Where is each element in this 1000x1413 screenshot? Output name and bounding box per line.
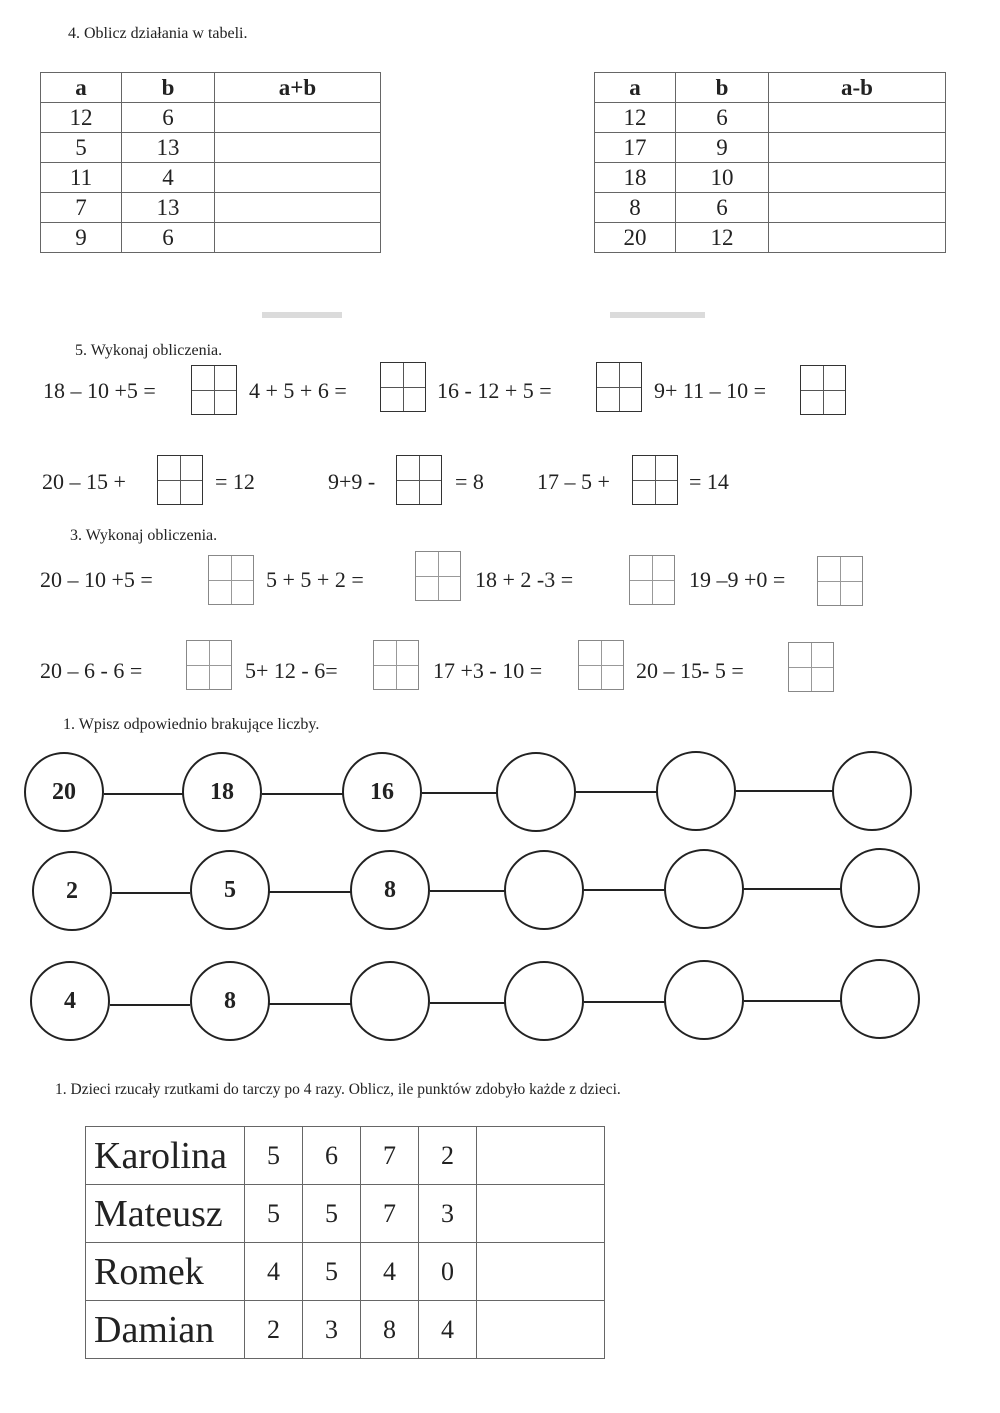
- throw-score: 6: [303, 1127, 361, 1185]
- throw-score: 8: [361, 1301, 419, 1359]
- throw-score: 4: [419, 1301, 477, 1359]
- connector-line: [268, 891, 352, 893]
- equation-text: 19 –9 +0 =: [689, 567, 786, 592]
- table-row: [595, 103, 946, 133]
- equation-text: 17 +3 - 10 =: [433, 658, 543, 683]
- cell-b: 6: [122, 103, 215, 133]
- sequence-circle-empty[interactable]: [664, 849, 744, 929]
- table-row: [595, 223, 946, 253]
- cell-a: 18: [595, 163, 676, 193]
- cell-a: 8: [595, 193, 676, 223]
- answer-box[interactable]: [373, 640, 419, 690]
- equation-text: 9+9 -: [328, 469, 376, 494]
- table-row: [595, 193, 946, 223]
- sequence-circle-empty[interactable]: [664, 960, 744, 1040]
- table-row: [595, 163, 946, 193]
- answer-box[interactable]: [157, 455, 203, 505]
- connector-line: [736, 790, 834, 792]
- table-row: [41, 133, 381, 163]
- table-row: [41, 193, 381, 223]
- darts-score-table: [85, 1126, 605, 1359]
- answer-cell[interactable]: [215, 163, 381, 193]
- child-name: Damian: [86, 1301, 245, 1359]
- sequence-circle-empty[interactable]: [496, 752, 576, 832]
- throw-score: 3: [303, 1301, 361, 1359]
- answer-box[interactable]: [629, 555, 675, 605]
- connector-line: [584, 889, 666, 891]
- connector-line: [744, 1000, 842, 1002]
- throw-score: 7: [361, 1127, 419, 1185]
- throw-score: 5: [245, 1185, 303, 1243]
- cell-b: 6: [676, 193, 769, 223]
- answer-box[interactable]: [380, 362, 426, 412]
- total-answer-cell[interactable]: [477, 1127, 605, 1185]
- subtraction-table: [594, 72, 946, 253]
- sequence-circle: 8: [350, 850, 430, 930]
- cell-b: 9: [676, 133, 769, 163]
- sequence-circle: 5: [190, 850, 270, 930]
- equation-text: 20 – 6 - 6 =: [40, 658, 143, 683]
- throw-score: 3: [419, 1185, 477, 1243]
- sequence-circle-empty[interactable]: [840, 848, 920, 928]
- cell-b: 6: [122, 223, 215, 253]
- task5-heading: 5. Wykonaj obliczenia.: [75, 342, 223, 359]
- total-answer-cell[interactable]: [477, 1243, 605, 1301]
- sequence-circle-empty[interactable]: [840, 959, 920, 1039]
- throw-score: 2: [419, 1127, 477, 1185]
- cell-a: 12: [595, 103, 676, 133]
- sequence-circle-empty[interactable]: [504, 961, 584, 1041]
- connector-line: [744, 888, 842, 890]
- answer-box[interactable]: [632, 455, 678, 505]
- cell-a: 20: [595, 223, 676, 253]
- sequence-circle: 16: [342, 752, 422, 832]
- answer-cell[interactable]: [769, 193, 946, 223]
- cell-b: 13: [122, 133, 215, 163]
- task1b-heading: 1. Dzieci rzucały rzutkami do tarczy po 4 razy. Oblicz, ile punktów zdobyło każde z dzieci.: [55, 1081, 621, 1098]
- table-row: [86, 1243, 605, 1301]
- cell-b: 12: [676, 223, 769, 253]
- child-name: Mateusz: [86, 1185, 245, 1243]
- answer-cell[interactable]: [215, 193, 381, 223]
- equation-text: 4 + 5 + 6 =: [249, 378, 347, 403]
- sequence-circle: 4: [30, 961, 110, 1041]
- sequence-circle: 8: [190, 961, 270, 1041]
- answer-box[interactable]: [788, 642, 834, 692]
- equation-text: 17 – 5 +: [537, 469, 610, 494]
- cell-b: 10: [676, 163, 769, 193]
- scan-artifact: [610, 312, 705, 318]
- table-row: [86, 1185, 605, 1243]
- throw-score: 4: [361, 1243, 419, 1301]
- equation-text: = 14: [689, 469, 729, 494]
- answer-box[interactable]: [396, 455, 442, 505]
- answer-box[interactable]: [186, 640, 232, 690]
- child-name: Romek: [86, 1243, 245, 1301]
- task1a-heading: 1. Wpisz odpowiednio brakujące liczby.: [63, 716, 320, 733]
- sequence-circle: 18: [182, 752, 262, 832]
- equation-text: 5+ 12 - 6=: [245, 658, 338, 683]
- answer-box[interactable]: [208, 555, 254, 605]
- cell-b: 13: [122, 193, 215, 223]
- addition-header-a: a: [41, 73, 122, 103]
- cell-a: 5: [41, 133, 122, 163]
- cell-a: 11: [41, 163, 122, 193]
- task3-heading: 3. Wykonaj obliczenia.: [70, 527, 218, 544]
- connector-line: [268, 1003, 352, 1005]
- equation-text: = 12: [215, 469, 255, 494]
- answer-cell[interactable]: [769, 133, 946, 163]
- equation-text: 9+ 11 – 10 =: [654, 378, 766, 403]
- table-row: [41, 223, 381, 253]
- answer-box[interactable]: [800, 365, 846, 415]
- throw-score: 0: [419, 1243, 477, 1301]
- connector-line: [584, 1001, 666, 1003]
- equation-text: 18 – 10 +5 =: [43, 378, 156, 403]
- equation-text: 16 - 12 + 5 =: [437, 378, 552, 403]
- answer-cell[interactable]: [215, 103, 381, 133]
- sequence-circle: 2: [32, 851, 112, 931]
- connector-line: [104, 793, 184, 795]
- cell-b: 4: [122, 163, 215, 193]
- answer-box[interactable]: [578, 640, 624, 690]
- scan-artifact: [262, 312, 342, 318]
- addition-header-sum: a+b: [215, 73, 381, 103]
- answer-cell[interactable]: [769, 103, 946, 133]
- total-answer-cell[interactable]: [477, 1301, 605, 1359]
- sequence-circle: 20: [24, 752, 104, 832]
- answer-box[interactable]: [191, 365, 237, 415]
- answer-box[interactable]: [817, 556, 863, 606]
- table-row: [86, 1301, 605, 1359]
- equation-text: 5 + 5 + 2 =: [266, 567, 364, 592]
- answer-box[interactable]: [415, 551, 461, 601]
- total-answer-cell[interactable]: [477, 1185, 605, 1243]
- cell-a: 7: [41, 193, 122, 223]
- connector-line: [430, 1002, 506, 1004]
- throw-score: 5: [303, 1185, 361, 1243]
- answer-cell[interactable]: [215, 223, 381, 253]
- addition-header-b: b: [122, 73, 215, 103]
- connector-line: [262, 793, 344, 795]
- subtraction-header-a: a: [595, 73, 676, 103]
- throw-score: 5: [303, 1243, 361, 1301]
- cell-a: 12: [41, 103, 122, 133]
- throw-score: 7: [361, 1185, 419, 1243]
- sequence-circle-empty[interactable]: [656, 751, 736, 831]
- child-name: Karolina: [86, 1127, 245, 1185]
- table-row: [41, 103, 381, 133]
- answer-cell[interactable]: [215, 133, 381, 163]
- subtraction-header-b: b: [676, 73, 769, 103]
- equation-text: 20 – 15- 5 =: [636, 658, 744, 683]
- cell-a: 9: [41, 223, 122, 253]
- equation-text: = 8: [455, 469, 484, 494]
- equation-text: 18 + 2 -3 =: [475, 567, 574, 592]
- throw-score: 5: [245, 1127, 303, 1185]
- equation-text: 20 – 10 +5 =: [40, 567, 153, 592]
- addition-table: [40, 72, 381, 253]
- cell-a: 17: [595, 133, 676, 163]
- cell-b: 6: [676, 103, 769, 133]
- table-row: [595, 133, 946, 163]
- sequence-circle-empty[interactable]: [504, 850, 584, 930]
- answer-cell[interactable]: [769, 163, 946, 193]
- subtraction-header-diff: a-b: [769, 73, 946, 103]
- throw-score: 4: [245, 1243, 303, 1301]
- throw-score: 2: [245, 1301, 303, 1359]
- answer-cell[interactable]: [769, 223, 946, 253]
- sequence-circle-empty[interactable]: [350, 961, 430, 1041]
- sequence-circle-empty[interactable]: [832, 751, 912, 831]
- answer-box[interactable]: [596, 362, 642, 412]
- connector-line: [112, 892, 190, 894]
- connector-line: [430, 890, 506, 892]
- equation-text: 20 – 15 +: [42, 469, 126, 494]
- connector-line: [576, 791, 658, 793]
- connector-line: [422, 792, 498, 794]
- task4-heading: 4. Oblicz działania w tabeli.: [68, 25, 248, 42]
- connector-line: [110, 1004, 190, 1006]
- table-row: [41, 163, 381, 193]
- table-row: [86, 1127, 605, 1185]
